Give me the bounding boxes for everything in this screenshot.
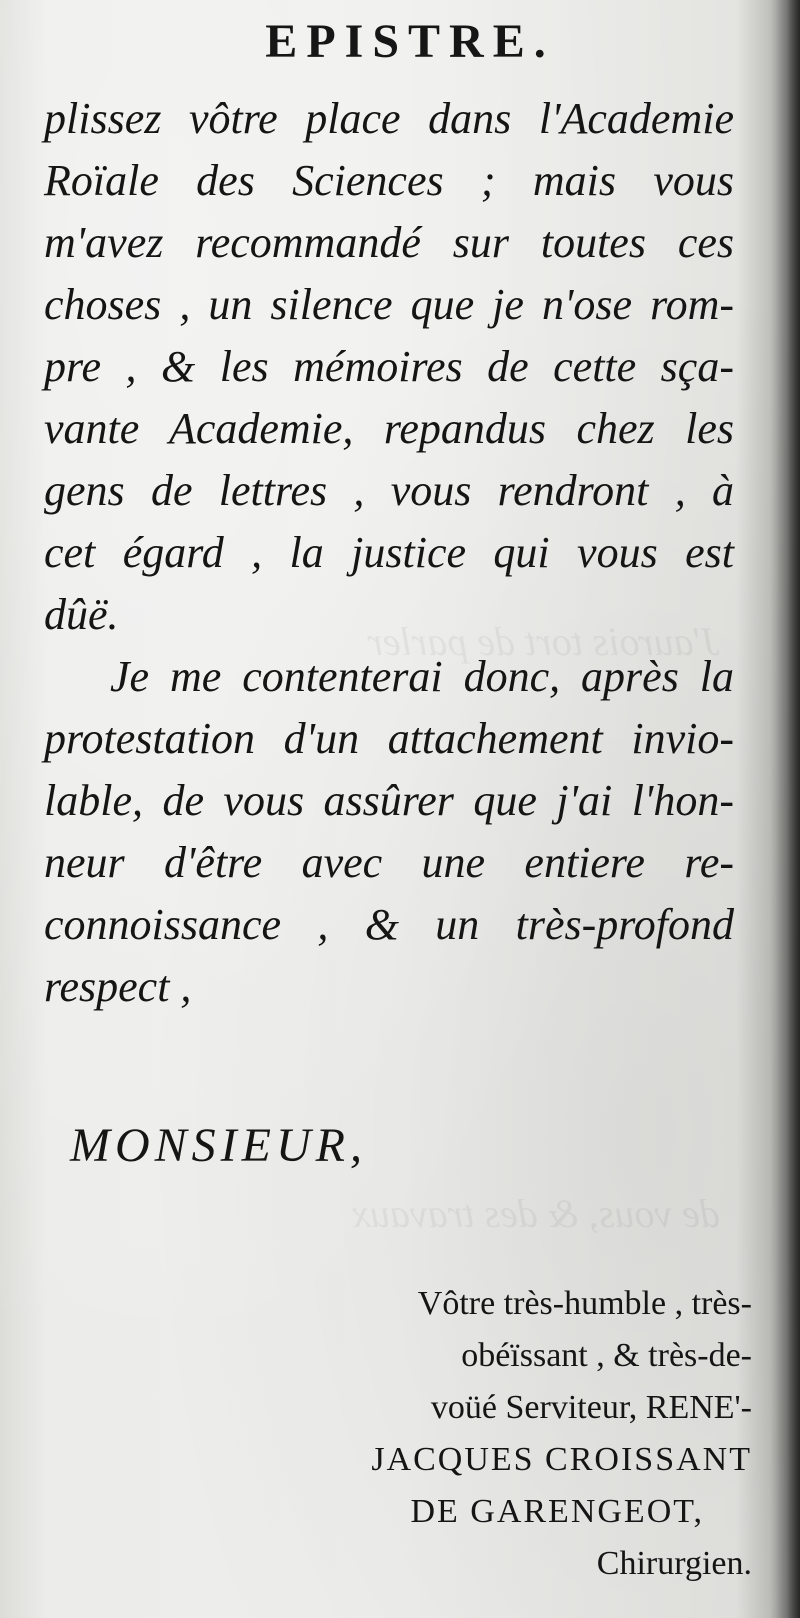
text-line: lable, de vous assûrer que j'ai l'hon- [44,776,734,825]
signature-line: Chirurgien. [596,1545,752,1582]
signature-line: DE GARENGEOT, [410,1493,704,1530]
paragraph-first-line: Je me contenterai donc, après la [110,652,734,701]
text-line: Roïale des Sciences ; mais vous [44,156,734,205]
text-line: protestation d'un attachement invio- [44,714,734,763]
text-line: connoissance , & un très-profond [44,900,734,949]
text-line: choses , un silence que je n'ose rom- [44,280,734,329]
page-gutter-shadow [770,0,800,1618]
signature-line: JACQUES CROISSANT [371,1441,752,1478]
text-line: vante Academie, repandus chez les [44,404,734,453]
signature-line: voüé Serviteur, RENE'- [430,1389,752,1426]
text-line: gens de lettres , vous rendront , à [44,466,734,515]
text-line: m'avez recommandé sur toutes ces [44,218,734,267]
signature-line: Vôtre très-humble , très- [417,1285,752,1322]
show-through-text: J'aurois tort de parler [367,619,720,664]
text-line: respect , [44,962,192,1011]
text-line: pre , & les mémoires de cette sça- [44,342,734,391]
salutation: MONSIEUR, [70,1119,367,1172]
signature-line: obéïssant , & très-de- [461,1337,752,1374]
show-through-text: de vous, & des travaux [352,1191,720,1236]
text-line: dûë. [44,590,119,639]
text-line: plissez vôtre place dans l'Academie [44,94,734,143]
running-head: EPISTRE. [265,15,555,68]
text-line: neur d'être avec une entiere re- [44,838,734,887]
text-line: cet égard , la justice qui vous est [44,528,734,577]
